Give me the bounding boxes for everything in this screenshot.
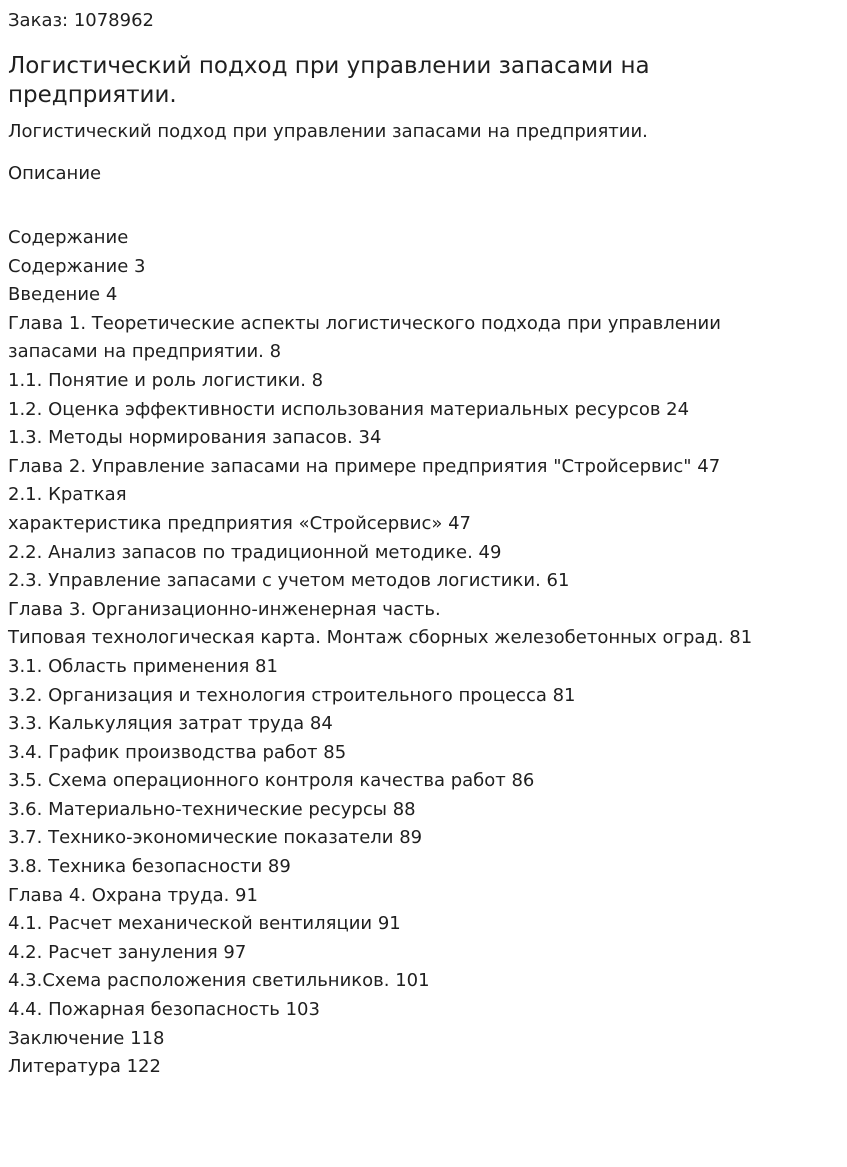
toc-line: характеристика предприятия «Стройсервис» 47: [8, 512, 472, 534]
toc-line: 2.1. Краткая: [8, 484, 127, 506]
toc-line: 4.3.Схема расположения светильников. 101: [8, 970, 430, 992]
document-title-line-2: предприятии.: [8, 82, 177, 108]
toc-line: 2.3. Управление запасами с учетом методов логистики. 61: [8, 570, 570, 592]
document-title: [8, 52, 838, 110]
toc-line: запасами на предприятии. 8: [8, 341, 282, 363]
toc-line: Глава 1. Теоретические аспекты логистического подхода при управлении: [8, 312, 721, 334]
document-title-line-1: Логистический подход при управлении запасами на: [8, 53, 650, 79]
toc-line: 3.7. Технико-экономические показатели 89: [8, 827, 423, 849]
toc-line: Типовая технологическая карта. Монтаж сборных железобетонных оград. 81: [8, 627, 753, 649]
toc-line: 3.4. График производства работ 85: [8, 741, 347, 763]
toc-line: 1.2. Оценка эффективности использования материальных ресурсов 24: [8, 398, 690, 420]
document-subtitle: Логистический подход при управлении запасами на предприятии.: [8, 121, 648, 142]
toc-line: Введение 4: [8, 284, 118, 306]
toc-line: 4.1. Расчет механической вентиляции 91: [8, 913, 401, 935]
toc-line: 1.3. Методы нормирования запасов. 34: [8, 427, 382, 449]
toc-line: Литература 122: [8, 1056, 161, 1078]
toc-line: 1.1. Понятие и роль логистики. 8: [8, 369, 324, 391]
toc-line: 4.2. Расчет зануления 97: [8, 941, 247, 963]
document-page: [8, 9, 838, 1082]
toc-line: 3.8. Техника безопасности 89: [8, 856, 291, 878]
toc-line: Глава 2. Управление запасами на примере предприятия "Стройсервис" 47: [8, 455, 721, 477]
toc-line: 3.2. Организация и технология строительного процесса 81: [8, 684, 576, 706]
toc-line: 3.5. Схема операционного контроля качества работ 86: [8, 770, 535, 792]
toc-line: 3.3. Калькуляция затрат труда 84: [8, 713, 333, 735]
toc-line: 3.1. Область применения 81: [8, 655, 278, 677]
toc-line: Содержание 3: [8, 255, 146, 277]
description-heading: Описание: [8, 163, 102, 184]
toc-line: Глава 4. Охрана труда. 91: [8, 884, 258, 906]
toc-line: 2.2. Анализ запасов по традиционной методике. 49: [8, 541, 502, 563]
toc-line: Содержание: [8, 227, 129, 248]
order-number: Заказ: 1078962: [8, 10, 154, 31]
toc-line: Глава 3. Организационно-инженерная часть.: [8, 598, 441, 620]
toc-line: Заключение 118: [8, 1027, 165, 1049]
table-of-contents: [8, 224, 838, 1082]
toc-line: 4.4. Пожарная безопасность 103: [8, 999, 320, 1021]
toc-line: 3.6. Материально-технические ресурсы 88: [8, 798, 416, 820]
